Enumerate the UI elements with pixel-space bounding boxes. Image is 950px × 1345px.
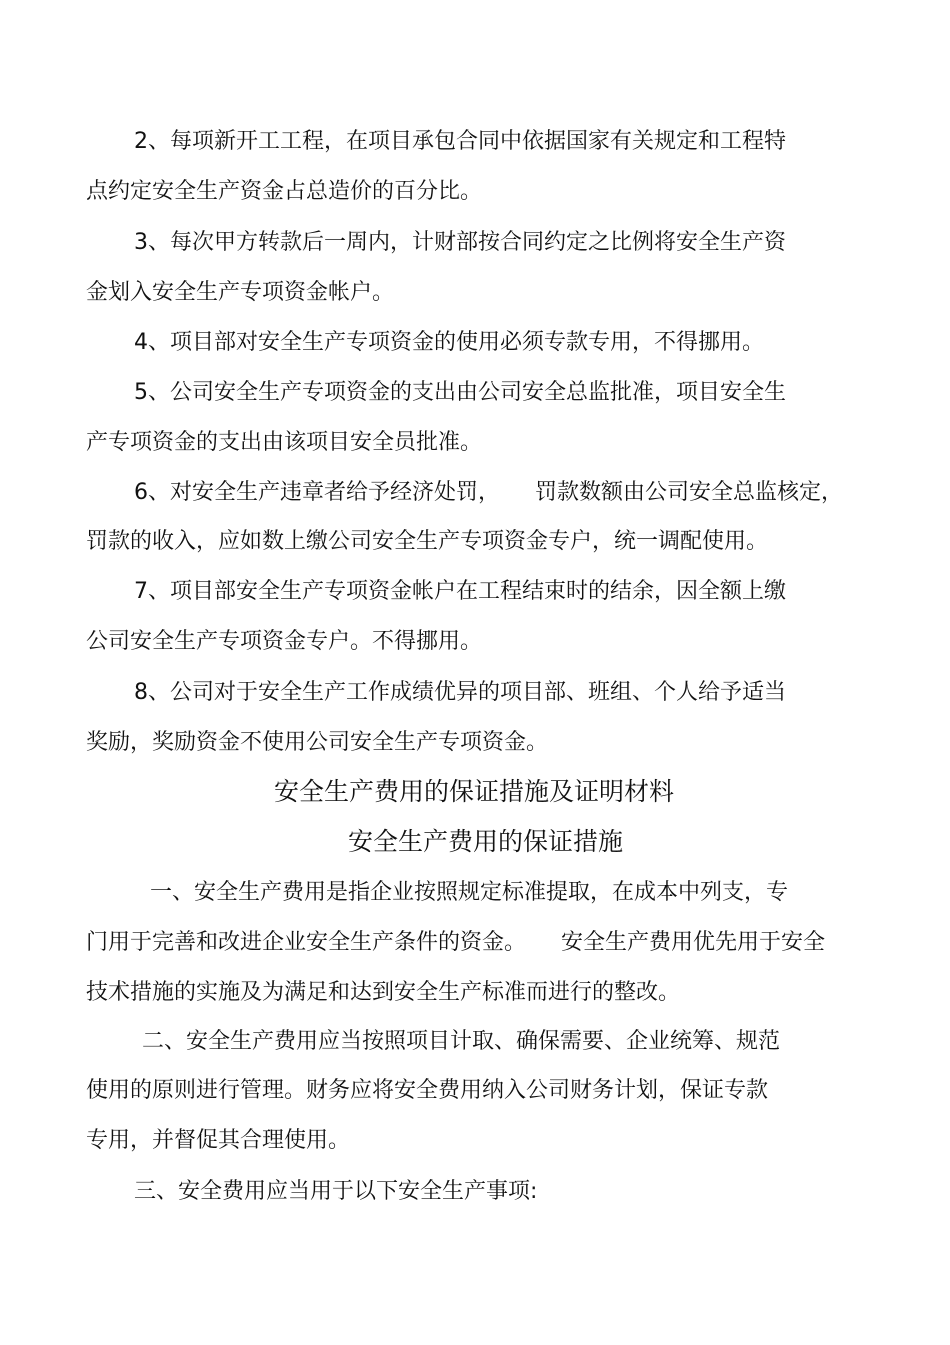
item-5-line-1: 5、公司安全生产专项资金的支出由公司安全总监批准，项目安全生 (134, 380, 786, 405)
sub-heading: 安全生产费用的保证措施 (348, 827, 624, 856)
item-8-line-2: 奖励，奖励资金不使用公司安全生产专项资金。 (86, 730, 549, 755)
item-6-line-2: 罚款的收入，应如数上缴公司安全生产专项资金专户，统一调配使用。 (86, 529, 769, 554)
item-4-line-1: 4、项目部对安全生产专项资金的使用必须专款专用，不得挪用。 (134, 330, 764, 355)
item-2-line-1: 2、每项新开工工程，在项目承包合同中依据国家有关规定和工程特 (134, 129, 786, 154)
section-3-line-1: 三、安全费用应当用于以下安全生产事项: (134, 1179, 538, 1204)
section-2-line-3: 专用，并督促其合理使用。 (86, 1128, 351, 1153)
item-6-line-1: 6、对安全生产违章者给予经济处罚， 罚款数额由公司安全总监核定， (134, 480, 843, 505)
item-5-line-2: 产专项资金的支出由该项目安全员批准。 (86, 430, 483, 455)
main-heading: 安全生产费用的保证措施及证明材料 (274, 777, 675, 806)
section-1-line-3: 技术措施的实施及为满足和达到安全生产标准而进行的整改。 (86, 980, 681, 1005)
item-7-line-2: 公司安全生产专项资金专户。不得挪用。 (86, 629, 483, 654)
item-8-line-1: 8、公司对于安全生产工作成绩优异的项目部、班组、个人给予适当 (134, 680, 786, 705)
item-2-line-2: 点约定安全生产资金占总造价的百分比。 (86, 179, 483, 204)
item-7-line-1: 7、项目部安全生产专项资金帐户在工程结束时的结余，因全额上缴 (134, 579, 786, 604)
section-2-line-2: 使用的原则进行管理。财务应将安全费用纳入公司财务计划，保证专款 (86, 1078, 769, 1103)
section-2-line-1: 二、安全生产费用应当按照项目计取、确保需要、企业统筹、规范 (142, 1029, 781, 1054)
item-3-line-2: 金划入安全生产专项资金帐户。 (86, 280, 395, 305)
section-1-line-1: 一、安全生产费用是指企业按照规定标准提取，在成本中列支，专 (150, 880, 789, 905)
item-3-line-1: 3、每次甲方转款后一周内，计财部按合同约定之比例将安全生产资 (134, 230, 786, 255)
section-1-line-2: 门用于完善和改进企业安全生产条件的资金。 安全生产费用优先用于安全 (86, 930, 825, 955)
